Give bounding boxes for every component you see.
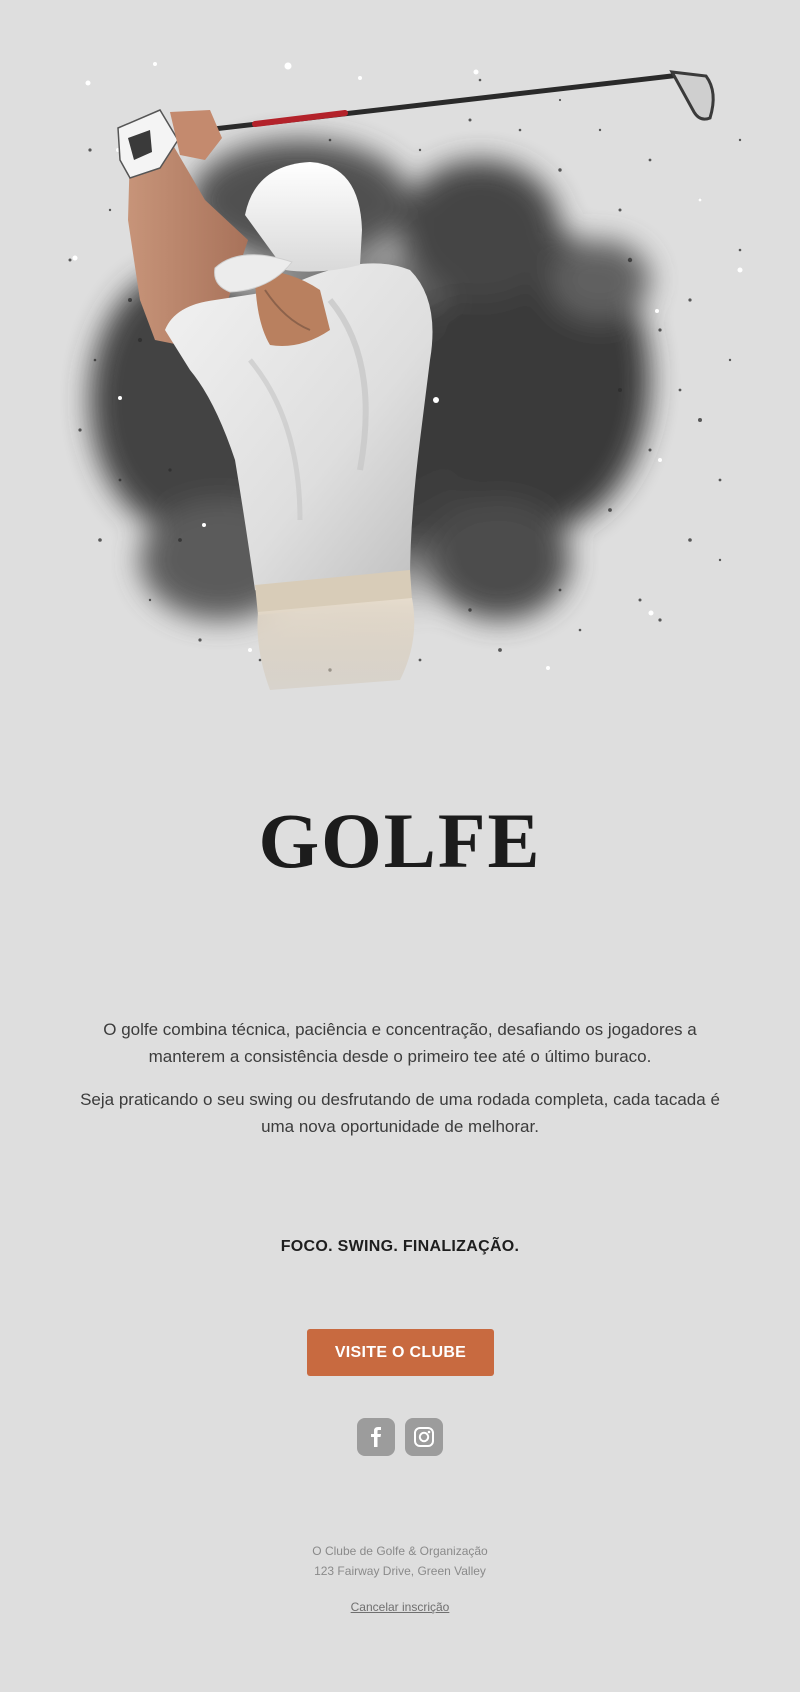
footer-org-name: O Clube de Golfe & Organização xyxy=(312,1544,488,1558)
page-title: GOLFE xyxy=(258,797,542,884)
intro-paragraph: O golfe combina técnica, paciência e concentração, desafiando os jogadores a manterem a consistência desde o primeiro tee até o último buraco. xyxy=(103,1020,697,1066)
unsubscribe-link[interactable]: Cancelar inscrição xyxy=(350,1600,450,1614)
hero-image xyxy=(0,0,800,700)
visit-club-button[interactable]: VISITE O CLUBE xyxy=(307,1329,494,1376)
footer-address: 123 Fairway Drive, Green Valley xyxy=(314,1564,486,1578)
social-links xyxy=(357,1418,443,1456)
facebook-icon xyxy=(367,1427,385,1447)
instagram-icon xyxy=(413,1426,435,1448)
secondary-paragraph: Seja praticando o seu swing ou desfrutando de uma rodada completa, cada tacada é uma nova oportunidade de melhorar. xyxy=(80,1090,720,1136)
facebook-link[interactable] xyxy=(357,1418,395,1456)
tagline: FOCO. SWING. FINALIZAÇÃO. xyxy=(280,1238,520,1255)
instagram-link[interactable] xyxy=(405,1418,443,1456)
